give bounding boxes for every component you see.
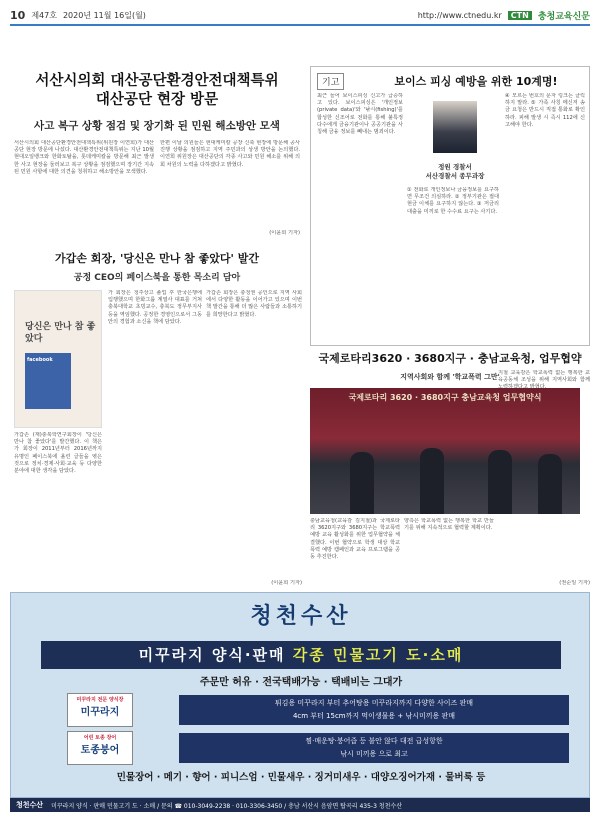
ad-main-banner [41,641,561,669]
column-tag: 기고 [317,73,344,90]
site-url[interactable]: http://www.ctnedu.kr [417,10,502,20]
photo-banner-text: 국제로타리 3620 · 3680지구 충남교육청 업무협약식 [348,393,542,402]
article2-body-col3: 가갑손 회장은 충청권 공인으로 지역 사회에서 다양한 활동을 이어가고 있으며 이번 책 발간을 통해 더 많은 사람들과 소통하기를 희망한다고 밝혔다. [206,290,302,318]
book-title: 당신은 만나 참 좋았다 [25,322,96,344]
article3-body-col3: 지철 교육감은 학교폭력 없는 행복한 교육공동체 조성을 위해 지역사회와 함께 노력하겠다고 밝혔다. [498,370,590,391]
ad-section1-label-box [67,693,133,727]
article2-body-col2: 가 회장은 청주상고 졸업 후 한국은행에 입행했으며 한화그룹 계열사 대표를 거쳐 충북대학교 초빙교수, 충북도 정무부지사 등을 역임했다. 공정한 경영인으로서 그동안의 경험과 소신을 책에 담았다. [108,290,202,325]
author-name-line1: 정원 경찰서 [438,163,472,171]
ad-section2-label-box [67,731,133,765]
article1-body-col1: 서산시의회 대산공단환경안전대책특위(위원장 이연희)가 대산공단 현장 방문에 나섰다. 대산환경안전대책특위는 지난 10월 현대오일뱅크와 한화토탈을, 롯데케미칼을 방문해 최근 발생한 사고 현장을 둘러보고 복구 상황을 점검했으며 장기간 지속된 민원 사항에 대한 의견을 청취하고 해소방안을 모색했다. [14,140,154,175]
issue-date: 2020년 11월 16일(월) [62,10,146,20]
person-figure [420,448,444,514]
article1-headline-line1: 서산시의회 대산공단환경안전대책특위 [35,73,279,89]
person-figure [350,452,374,514]
ad-section2-text-box [179,733,569,763]
article1-byline: (이윤희 기자) [269,230,300,236]
ctn-logo: CTN [508,11,532,20]
column-body-col2: ① 전화로 개인정보나 금융정보를 요구하면 무조건 의심하라. ② 정부기관은 절대 현금 이체를 요구하지 않는다. ③ 저금리 대출을 미끼로 한 수수료 요구는 사기다. [407,187,499,215]
article1-subheadline: 사고 복구 상황 점검 및 장기화 된 민원 해소방안 모색 [34,120,280,132]
ad-section2-title: 토종붕어 [80,745,120,756]
ad-section1-text-box [179,695,569,725]
ad-footer-name: 청천수산 [16,801,44,809]
author-name [403,163,507,181]
article3-headline: 국제로타리3620 · 3680지구 · 충남교육청, 업무협약 [318,352,582,365]
ad-section1-label: 미꾸라지 전문 양식장 [76,697,124,703]
article3-body-col1: 충남교육청(교육감 김지철)과 국제로타리 3620지구와 3680지구는 학교폭력 예방 교육 활성화를 위한 업무협약을 체결했다. 이번 협약으로 학생 대상 학교폭력 예방 캠페인과 교육 프로그램을 공동 추진한다. [310,518,400,561]
column-body-col1: 최근 들어 보이스피싱 신고가 급증하고 있다. 보이스피싱은 '개인정보(private data)'와 '낚시(fishing)'를 합성한 신조어로 전화를 통해 불특정 다수에게 금융기관이나 공공기관을 사칭해 금융 정보를 빼내는 범죄이다. [317,93,403,136]
book-cover-image [14,290,102,428]
paper-name: 충청교육신문 [537,11,590,22]
ad-product-list: 민물장어 · 메기 · 향어 · 피니스엄 · 민물새우 · 징거미새우 · 대양오징어가재 · 물버룩 등 [116,772,486,783]
contribution-column [310,66,590,346]
article2-subheadline: 공정 CEO의 페이스북을 통한 목소리 담아 [73,273,241,283]
facebook-icon: facebook [27,357,53,363]
ad-banner-highlight: 각종 민물고기 도·소매 [292,646,464,664]
article1-headline [14,72,300,110]
article1-body-col2: 한편 이날 의원들은 현대케미칼 공장 신축 현장에 방문해 공사 진행 상황을 점검하고 지역 주민과의 상생 방안을 논의했다. 이연희 위원장은 대산공단의 각종 사고와 민원 해소를 위해 의회 차원의 노력을 다하겠다고 밝혔다. [160,140,300,168]
issue-number: 제47호 [31,10,57,20]
article1-headline-line2: 대산공단 현장 방문 [95,92,219,108]
author-name-line2: 서산경찰서 종무과장 [425,172,485,180]
article2-body-col1: 가갑손 (재)충북학연구회장이 '당신은 만나 참 좋았다'를 발간했다. 이 책은 가 회장이 2011년부터 2016년까지 유명인 페이스북에 올린 글들을 엮은 것으로 정치·경제·사회·교육 등 다양한 분야에 대한 생각을 담았다. [14,432,102,475]
ad-section2-label: 어린 토종 장어 [83,735,117,741]
column-title: 보이스 피싱 예방을 위한 10계명! [394,75,558,88]
ad-section2-text2: 낚시 미끼용 으로 최고 [340,750,408,758]
ad-section2-text: 찜·매운탕·붕어즙 등 불안 않다 대전 급성항한 [305,737,443,745]
page-number: 10 [10,8,26,22]
author-photo [433,101,477,153]
ad-footer [10,798,590,812]
article3-subheadline: 지역사회와 함께 '학교폭력 그만' [400,373,500,381]
ad-footer-text: 미꾸라지 양식 · 판매 민물고기 도 · 소매 / 문의 ☎ 010-3049-2238 · 010-3306-3450 / 충남 서산시 음암면 탑곡리 435-3 청천수산 [51,802,402,810]
ad-banner-text: 미꾸라지 양식·판매 [138,646,293,664]
ad-section1-text2: 4cm 부터 15cm까지 먹이생물용 + 낚시미끼용 판매 [292,712,456,720]
fishery-advertisement [10,592,590,798]
article3-byline: (권순일 기자) [559,580,590,586]
article2-headline: 가갑손 회장, '당신은 만나 참 좋았다' 발간 [55,252,259,265]
page-header [10,6,590,26]
article3-body-col2: 양측은 학교폭력 없는 행복한 학교 만들기를 위해 지속적으로 협력할 계획이다. [404,518,494,532]
ad-section1-title: 미꾸라지 [80,707,120,718]
ad-section1-text: 튀김용 미꾸라지 부터 추어탕용 미꾸라지까지 다양한 사이즈 판매 [274,699,474,707]
ad-company-name: 청천수산 [250,604,352,629]
column-body-col3: ④ 모르는 번호의 문자 링크는 클릭하지 말라. ⑤ 가족 사칭 메신저 송금 요청은 반드시 직접 통화로 확인하라. 피해 발생 시 즉시 112에 신고해야 한다. [505,93,585,128]
ad-subline: 주문만 허유 · 전국택배가능 · 택배비는 그대가 [199,677,403,688]
article2-byline: (이윤희 기자) [271,580,302,586]
